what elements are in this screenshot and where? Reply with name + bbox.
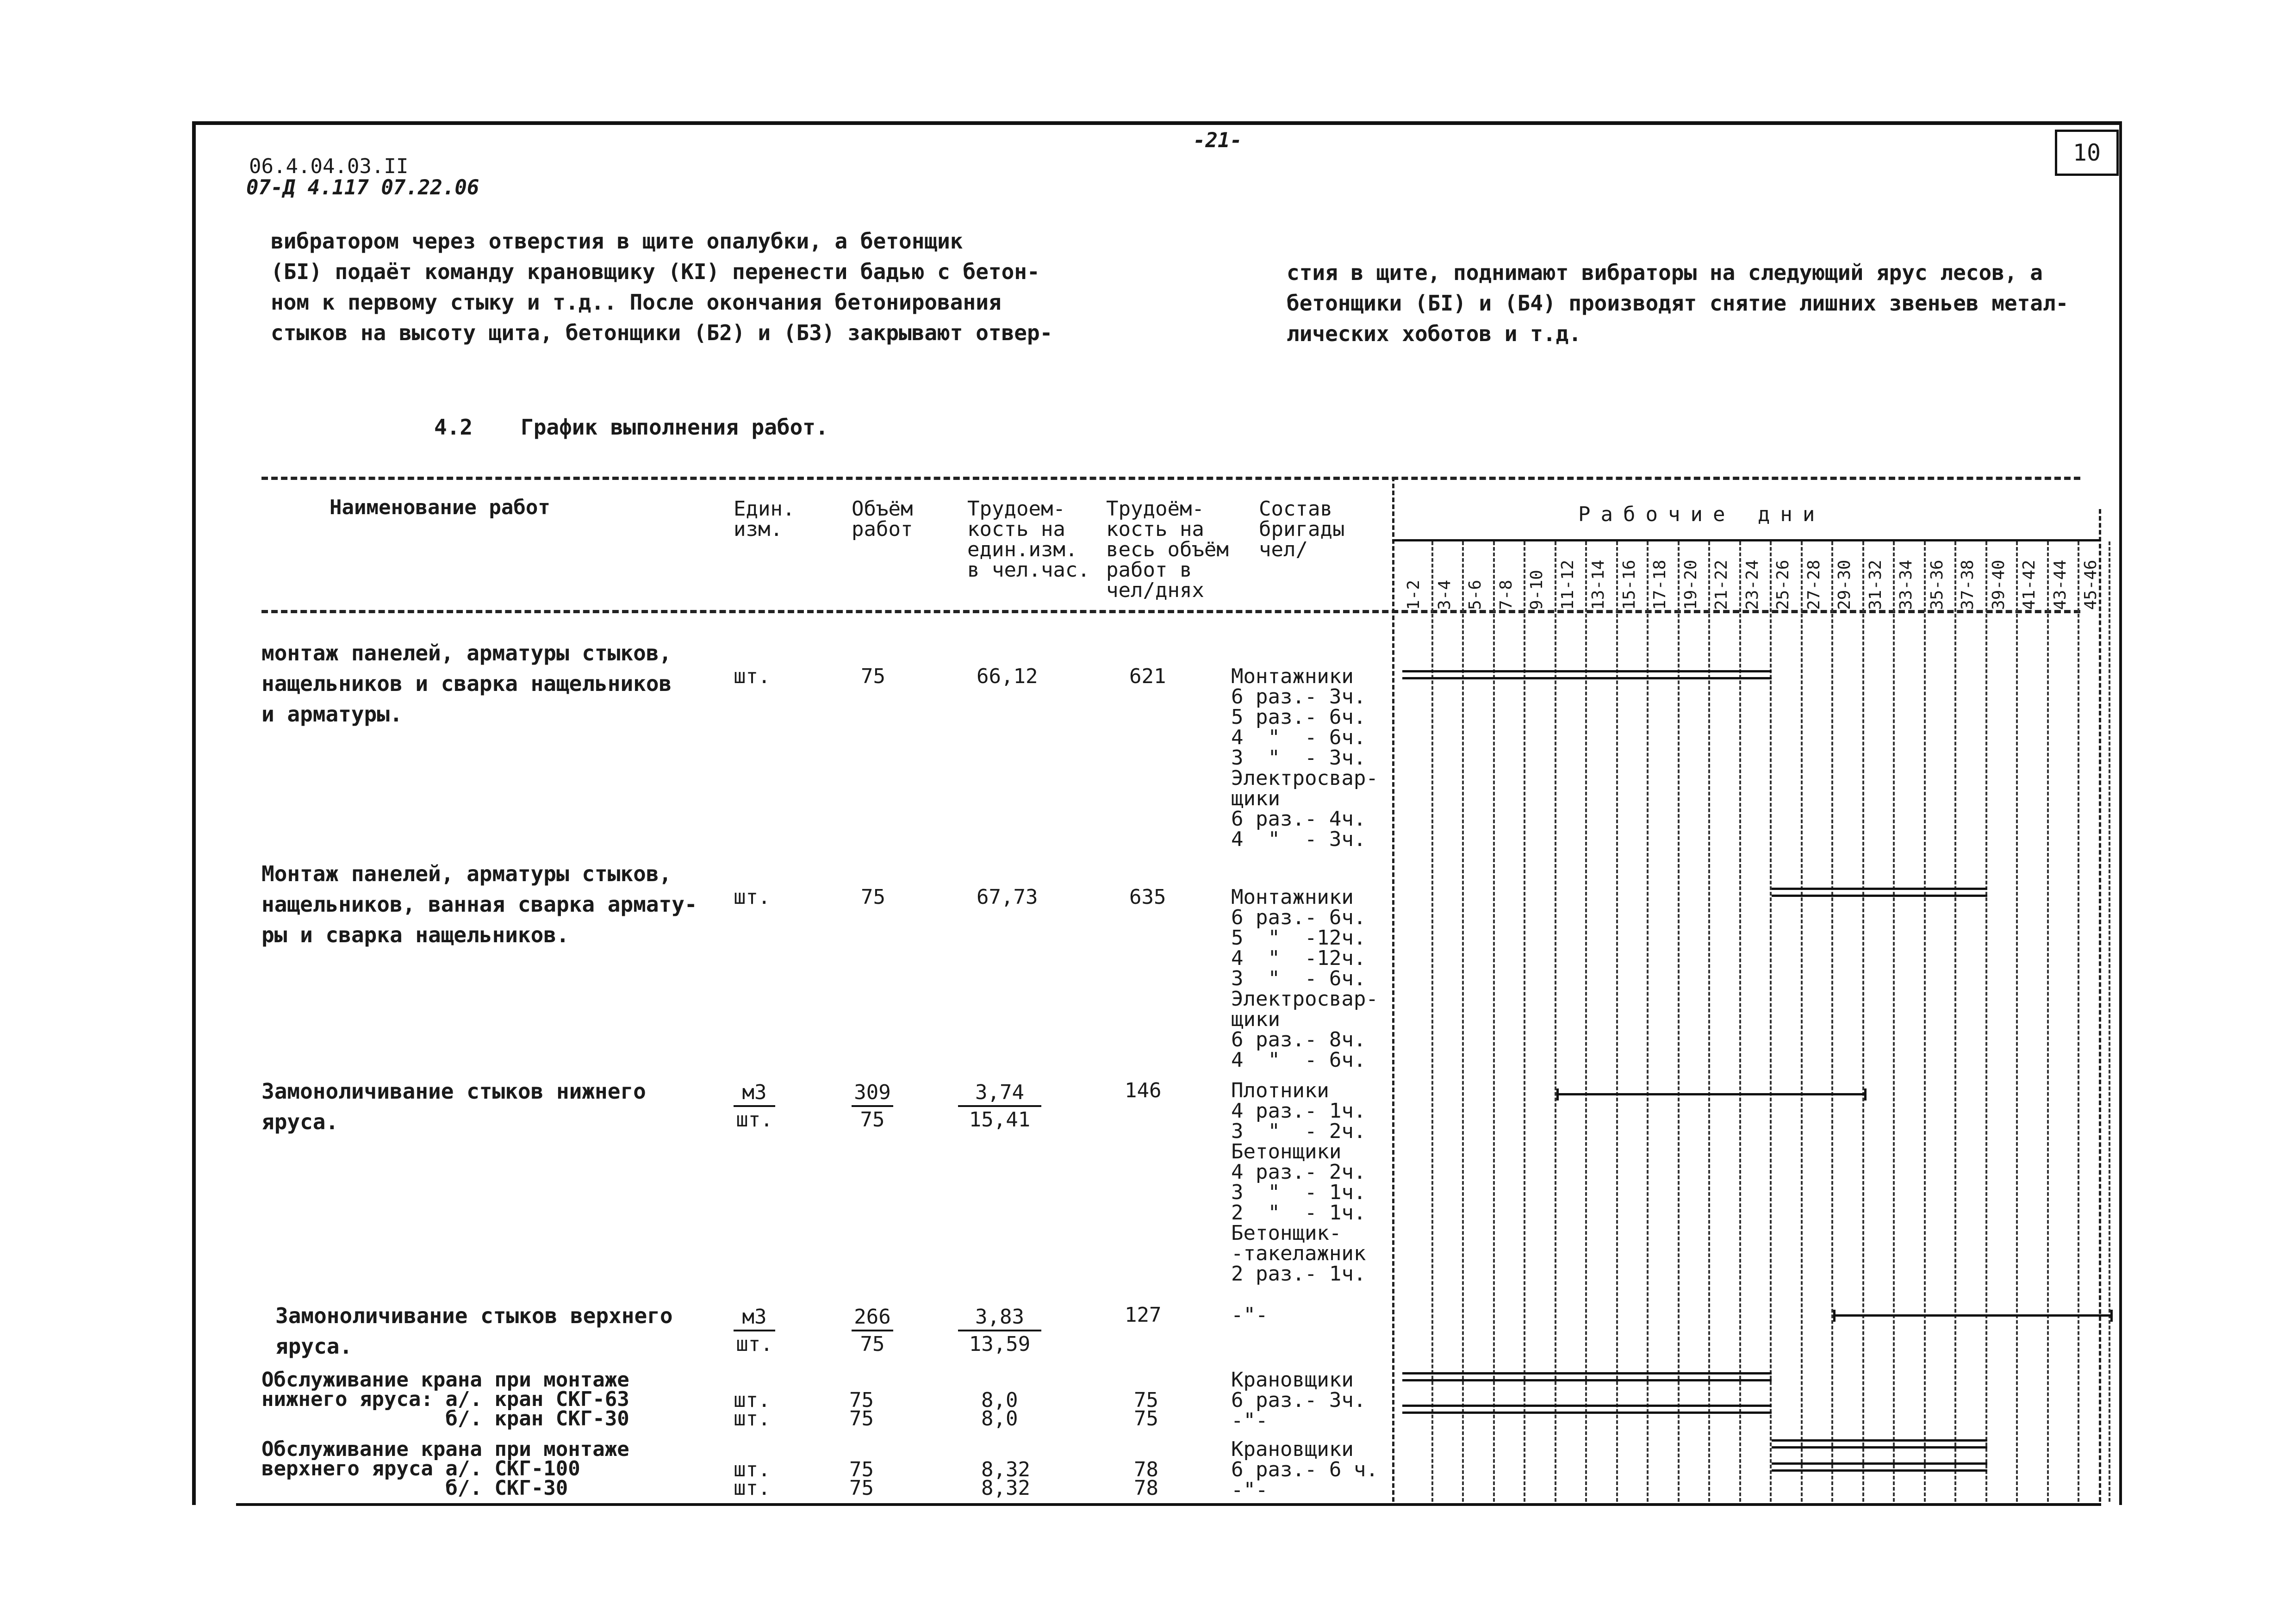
work-name-line: Замоноличивание стыков нижнего	[261, 1079, 646, 1104]
labor-total-value: 621	[1129, 665, 1166, 688]
denominator: 75	[860, 1332, 885, 1356]
section-number: 4.2	[434, 415, 473, 440]
crew-detail-line: Монтажники	[1231, 885, 1354, 909]
labor-unit-header-line: един.изм.	[967, 538, 1078, 561]
schedule-bar	[1402, 670, 1772, 679]
doc-code: 06.4.04.03.II	[249, 155, 409, 178]
labor-total-value: 75	[1134, 1388, 1158, 1412]
day-grid-line	[1739, 541, 1741, 1502]
labor-total-value: 146	[1125, 1079, 1162, 1102]
day-label: 27-28	[1804, 560, 1823, 610]
day-grid-line	[1985, 541, 1987, 1502]
crew-detail-line: -"-	[1231, 1478, 1268, 1502]
crew-detail-line: щики	[1231, 787, 1280, 810]
schedule-bar	[1556, 1093, 1864, 1095]
schedule-bar	[1772, 1439, 1987, 1449]
crew-detail-line: Крановщики	[1231, 1437, 1354, 1461]
unit-value: шт.	[734, 885, 771, 909]
numerator: 266	[852, 1305, 893, 1331]
crew-detail-line: 3 " - 3ч.	[1231, 746, 1366, 770]
day-label: 7-8	[1496, 579, 1516, 610]
numerator: 309	[852, 1081, 893, 1107]
labor-unit-fraction	[958, 1081, 1041, 1132]
numerator: 3,83	[958, 1305, 1041, 1331]
unit-fraction	[734, 1305, 775, 1356]
crew-detail-line: 3 " - 6ч.	[1231, 967, 1366, 990]
intro-right-line: лических хоботов и т.д.	[1287, 321, 1581, 346]
crew-detail-line: 6 раз.- 3ч.	[1231, 685, 1366, 709]
intro-left-line: (БI) подаёт команду крановщику (КI) перенести бадью с бетон-	[271, 259, 1040, 284]
crew-detail-line: Крановщики	[1231, 1368, 1354, 1392]
intro-left-line: вибратором через отверстия в щите опалубки, а бетонщик	[271, 229, 963, 254]
day-label: 9-10	[1527, 570, 1546, 610]
day-label: 21-22	[1712, 560, 1731, 610]
col-header-name: Наименование работ	[330, 496, 550, 519]
day-grid-line	[1647, 541, 1649, 1502]
day-label: 25-26	[1773, 560, 1792, 610]
labor-unit-fraction	[958, 1305, 1041, 1356]
unit-value: шт.	[734, 1388, 771, 1412]
day-grid-line	[1831, 541, 1833, 1502]
volume-header-line: работ	[852, 517, 913, 541]
labor-unit-value: 8,32	[981, 1458, 1030, 1481]
labor-unit-value: 8,0	[981, 1388, 1018, 1412]
work-name-line: Обслуживание крана при монтаже	[261, 1368, 629, 1392]
crew-detail-line: 6 раз.- 4ч.	[1231, 807, 1366, 831]
work-name-line: б/. кран СКГ-30	[261, 1407, 629, 1430]
day-label: 35-36	[1927, 560, 1947, 610]
unit-value: шт.	[734, 1407, 771, 1430]
intro-left-line: стыков на высоту щита, бетонщики (Б2) и (Б3) закрывают отвер-	[271, 320, 1053, 345]
work-name-line: нащельников и сварка нащельников	[261, 671, 672, 696]
crew-detail-line: 4 " - 3ч.	[1231, 827, 1366, 851]
labor-total-value: 78	[1134, 1476, 1158, 1500]
days-left-border	[1392, 477, 1394, 1502]
crew-detail-line: 4 раз.- 2ч.	[1231, 1160, 1366, 1184]
day-grid-line	[1924, 541, 1926, 1502]
schedule-bar-end	[1833, 1310, 1836, 1322]
day-grid-line	[1893, 541, 1895, 1502]
numerator: 3,74	[958, 1081, 1041, 1107]
day-grid-line	[1616, 541, 1618, 1502]
crew-detail-line: -"-	[1231, 1303, 1268, 1327]
volume-value: 75	[849, 1388, 874, 1412]
labor-unit-header-line: кость на	[967, 517, 1065, 541]
crew-detail-line: Монтажники	[1231, 665, 1354, 688]
labor-total-header-line: кость на	[1106, 517, 1204, 541]
day-label: 39-40	[1989, 560, 2008, 610]
day-label: 17-18	[1650, 560, 1669, 610]
unit-header-line: Един.	[734, 497, 795, 521]
crew-detail-line: 3 " - 1ч.	[1231, 1181, 1366, 1204]
crew-detail-line: Бетонщики	[1231, 1140, 1342, 1163]
day-label: 15-16	[1619, 560, 1639, 610]
schedule-bar	[1402, 1372, 1772, 1381]
day-label: 43-44	[2050, 560, 2070, 610]
labor-total-header-line: работ в	[1106, 558, 1192, 582]
day-label: 41-42	[2020, 560, 2039, 610]
labor-unit-value: 66,12	[977, 665, 1038, 688]
section-title: График выполнения работ.	[521, 415, 828, 440]
crew-detail-line: 6 раз.- 6 ч.	[1231, 1458, 1378, 1481]
day-grid-line	[2109, 541, 2110, 1502]
table-header-rule	[261, 610, 2080, 613]
crew-detail-line: 6 раз.- 8ч.	[1231, 1028, 1366, 1051]
day-grid-line	[1801, 541, 1803, 1502]
crew-detail-line: щики	[1231, 1007, 1280, 1031]
labor-total-value: 78	[1134, 1458, 1158, 1481]
day-grid-line	[2016, 541, 2018, 1502]
crew-detail-line: 4 " -12ч.	[1231, 946, 1366, 970]
crew-detail-line: 6 раз.- 3ч.	[1231, 1388, 1366, 1412]
unit-value: шт.	[734, 1476, 771, 1500]
schedule-bar-end	[1864, 1088, 1867, 1101]
day-grid-line	[1555, 541, 1556, 1502]
day-label: 13-14	[1589, 560, 1608, 610]
labor-total-value: 635	[1129, 885, 1166, 909]
crew-header-line: Состав	[1259, 497, 1332, 521]
volume-value: 75	[861, 665, 885, 688]
day-grid-line	[1678, 541, 1680, 1502]
volume-fraction	[852, 1081, 893, 1132]
day-grid-line	[1708, 541, 1710, 1502]
day-label: 19-20	[1681, 560, 1700, 610]
days-header-rule	[1392, 539, 2100, 541]
labor-total-header-line: весь объём	[1106, 538, 1229, 561]
crew-detail-line: -"-	[1231, 1409, 1268, 1432]
day-grid-line	[1770, 541, 1772, 1502]
day-grid-line	[1462, 541, 1464, 1502]
work-name-line: б/. СКГ-30	[261, 1476, 568, 1500]
labor-unit-value: 8,32	[981, 1476, 1030, 1500]
crew-detail-line: 6 раз.- 6ч.	[1231, 906, 1366, 929]
denominator: 15,41	[969, 1108, 1031, 1132]
intro-right-line: бетонщики (БI) и (Б4) производят снятие лишних звеньев метал-	[1287, 291, 2069, 316]
work-name-line: нащельников, ванная сварка армату-	[261, 892, 697, 917]
work-name-line: Монтаж панелей, арматуры стыков,	[261, 861, 672, 886]
day-grid-line	[2078, 541, 2079, 1502]
labor-unit-value: 67,73	[977, 885, 1038, 909]
day-label: 37-38	[1958, 560, 1977, 610]
day-grid-line	[1431, 541, 1433, 1502]
crew-detail-line: Электросвар-	[1231, 987, 1378, 1011]
schedule-bar-end	[2110, 1310, 2113, 1322]
schedule-bar-end	[1556, 1088, 1559, 1101]
work-name-line: Замоноличивание стыков верхнего	[275, 1303, 673, 1328]
handwritten-ref: 07-Д 4.117 07.22.06	[246, 176, 479, 199]
day-label: 1-2	[1404, 579, 1423, 610]
volume-value: 75	[849, 1407, 874, 1430]
day-label: 29-30	[1835, 560, 1854, 610]
day-label: 33-34	[1897, 560, 1916, 610]
table-top-rule	[261, 477, 2080, 480]
crew-header-line: бригады	[1259, 517, 1345, 541]
labor-unit-header-line: Трудоем-	[967, 497, 1065, 521]
labor-unit-value: 8,0	[981, 1407, 1018, 1430]
unit-header-line: изм.	[734, 517, 783, 541]
day-grid-line	[2047, 541, 2049, 1502]
crew-detail-line: Бетонщик-	[1231, 1221, 1342, 1245]
work-name-line: яруса.	[261, 1109, 339, 1134]
day-label: 5-6	[1466, 579, 1485, 610]
schedule-bar	[1772, 888, 1987, 897]
unit-value: шт.	[734, 1458, 771, 1481]
volume-value: 75	[849, 1476, 874, 1500]
day-grid-line	[1862, 541, 1864, 1502]
day-label: 45-46	[2081, 560, 2100, 610]
labor-total-header-line: Трудоём-	[1106, 497, 1204, 521]
labor-unit-header-line: в чел.час.	[967, 558, 1090, 582]
volume-fraction	[852, 1305, 893, 1356]
day-label: 11-12	[1558, 560, 1577, 610]
crew-detail-line: 4 раз.- 1ч.	[1231, 1099, 1366, 1123]
day-label: 31-32	[1866, 560, 1885, 610]
denominator: шт.	[736, 1108, 773, 1132]
intro-left-line: ном к первому стыку и т.д.. После окончания бетонирования	[271, 290, 1002, 315]
schedule-bar	[1772, 1462, 1987, 1472]
crew-detail-line: 5 " -12ч.	[1231, 926, 1366, 950]
labor-total-value: 75	[1134, 1407, 1158, 1430]
work-name-line: яруса.	[275, 1334, 353, 1359]
work-name-line: нижнего яруса: а/. кран СКГ-63	[261, 1387, 629, 1411]
denominator: 13,59	[969, 1332, 1031, 1356]
days-right-border	[2099, 509, 2101, 1502]
crew-detail-line: 5 раз.- 6ч.	[1231, 705, 1366, 729]
crew-detail-line: 2 раз.- 1ч.	[1231, 1262, 1366, 1286]
col-header-days: Рабочие дни	[1578, 503, 1825, 526]
volume-header-line: Объём	[852, 497, 913, 521]
work-name-line: Обслуживание крана при монтаже	[261, 1437, 629, 1461]
crew-detail-line: Электросвар-	[1231, 766, 1378, 790]
sheet-number: 10	[2055, 130, 2119, 176]
day-label: 23-24	[1742, 560, 1762, 610]
day-grid-line	[1524, 541, 1525, 1502]
numerator: м3	[734, 1081, 775, 1107]
work-name-line: и арматуры.	[261, 702, 403, 727]
denominator: шт.	[736, 1332, 773, 1356]
crew-detail-line: 2 " - 1ч.	[1231, 1201, 1366, 1225]
table-bottom-rule	[236, 1503, 2101, 1506]
volume-value: 75	[861, 885, 885, 909]
day-label: 3-4	[1435, 579, 1454, 610]
schedule-bar	[1833, 1314, 2110, 1317]
numerator: м3	[734, 1305, 775, 1331]
unit-fraction	[734, 1081, 775, 1132]
labor-total-value: 127	[1125, 1303, 1162, 1327]
work-name-line: монтаж панелей, арматуры стыков,	[261, 640, 672, 665]
denominator: 75	[860, 1108, 885, 1132]
work-name-line: верхнего яруса а/. СКГ-100	[261, 1457, 580, 1480]
labor-total-header-line: чел/днях	[1106, 578, 1204, 602]
crew-detail-line: 3 " - 2ч.	[1231, 1119, 1366, 1143]
unit-value: шт.	[734, 665, 771, 688]
volume-value: 75	[849, 1458, 874, 1481]
crew-detail-line: 4 " - 6ч.	[1231, 1048, 1366, 1072]
crew-detail-line: -такелажник	[1231, 1242, 1366, 1265]
page-number: -21-	[1193, 129, 1242, 152]
day-grid-line	[1585, 541, 1587, 1502]
day-grid-line	[1954, 541, 1956, 1502]
crew-detail-line: 4 " - 6ч.	[1231, 726, 1366, 749]
work-name-line: ры и сварка нащельников.	[261, 922, 569, 947]
intro-right-line: стия в щите, поднимают вибраторы на следующий ярус лесов, а	[1287, 260, 2043, 285]
crew-detail-line: Плотники	[1231, 1079, 1329, 1102]
crew-header-line: чел/	[1259, 538, 1308, 561]
schedule-bar	[1402, 1405, 1772, 1414]
day-grid-line	[1493, 541, 1495, 1502]
